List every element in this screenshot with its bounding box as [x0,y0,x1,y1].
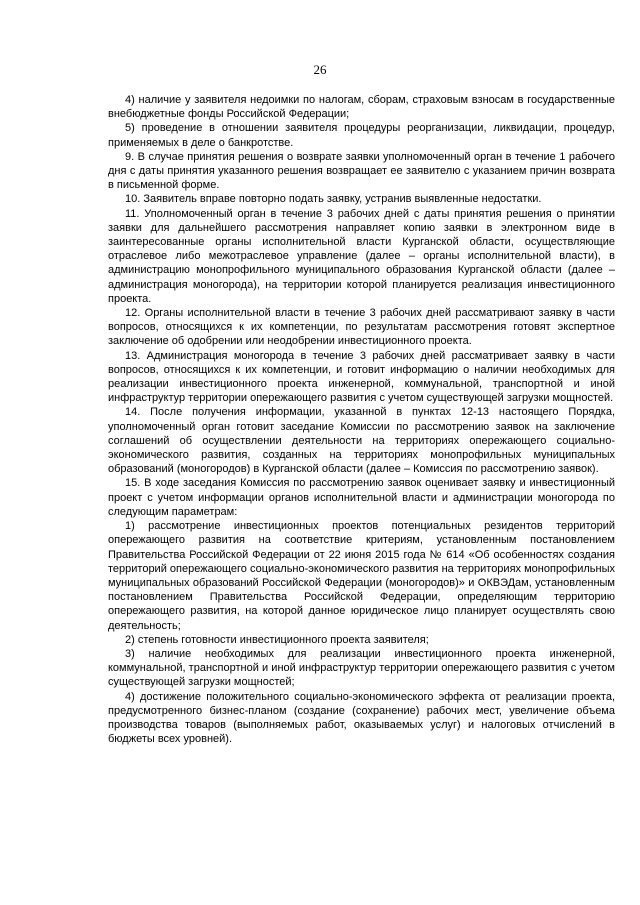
paragraph-11: 11. Уполномоченный орган в течение 3 рабочих дней с даты принятия решения о принятии заявки для дальнейшего рассмотрения направляет копию заявки в электронном виде в заинтересованные органы исполнительной власти Курганской области, осуществляющие отраслевое либо межотраслевое управление (далее – органы исполнительной власти), в администрацию монопрофильного муниципального образования Курганской области (далее – администрация моногорода), на территории которой планируется реализация инвестиционного проекта. [108,207,615,305]
paragraph-13: 13. Администрация моногорода в течение 3 рабочих дней рассматривает заявку в части вопросов, относящихся к их компетенции, и готовит информацию о наличии необходимых для реализации инвестиционного проекта инженерной, коммунальной, транспортной и иной инфраструктур территории опережающего развития с учетом существующей загрузки мощностей. [108,349,615,405]
paragraph-15: 15. В ходе заседания Комиссия по рассмотрению заявок оценивает заявку и инвестиционный проект с учетом информации органов исполнительной власти и администрации моногорода по следующим параметрам: [108,477,615,518]
paragraph-item-4: 4) наличие у заявителя недоимки по налогам, сборам, страховым взносам в государственные внебюджетные фонды Российской Федерации; [108,94,615,121]
paragraph-14: 14. После получения информации, указанной в пунктах 12-13 настоящего Порядка, уполномоченный орган готовит заседание Комиссии по рассмотрению заявок на заключение соглашений об осуществлении деятельности на территориях опережающего социально-экономического развития, созданных на территориях монопрофильных муниципальных образований (моногородов) в Курганской области (далее – Комиссия по рассмотрению заявок). [108,406,615,476]
paragraph-12: 12. Органы исполнительной власти в течение 3 рабочих дней рассматривают заявку в части вопросов, относящихся к их компетенции, по результатам рассмотрения готовят экспертное заключение об одобрении или неодобрении инвестиционного проекта. [108,307,615,348]
paragraph-15-item-3: 3) наличие необходимых для реализации инвестиционного проекта инженерной, коммунальной, транспортной и иной инфраструктур территории опережающего развития с учетом существующей загрузки мощностей; [108,647,615,689]
page-number: 26 [313,62,327,77]
paragraph-15-item-4: 4) достижение положительного социально-экономического эффекта от реализации проекта, предусмотренного бизнес-планом (создание (сохранение) рабочих мест, увеличение объема производства товаров (выполняемых работ, оказываемых услуг) и налоговых отчислений в бюджеты всех уровней). [108,690,615,746]
paragraph-10: 10. Заявитель вправе повторно подать заявку, устранив выявленные недостатки. [125,193,542,206]
paragraph-15-item-2: 2) степень готовности инвестиционного проекта заявителя; [125,633,429,646]
paragraph-item-5: 5) проведение в отношении заявителя процедуры реорганизации, ликвидации, процедур, применяемых в деле о банкротстве. [108,122,615,149]
document-body [108,93,615,746]
paragraph-15-item-1: 1) рассмотрение инвестиционных проектов потенциальных резидентов территорий опережающего развития на соответствие критериям, установленным постановлением Правительства Российской Федерации от 22 июня 2015 года № 614 «Об особенностях создания территорий опережающего социально-экономического развития на территориях монопрофильных муниципальных образований Российской Федерации (моногородов)» и ОКВЭДам, установленным постановлением Правительства Российской Федерации, определяющим территорию опережающего развития, на которой данное юридическое лицо планирует осуществлять свою деятельность; [108,520,615,632]
paragraph-9: 9. В случае принятия решения о возврате заявки уполномоченный орган в течение 1 рабочего дня с даты принятия указанного решения возвращает ее заявителю с указанием причин возврата в письменной форме. [108,150,615,192]
